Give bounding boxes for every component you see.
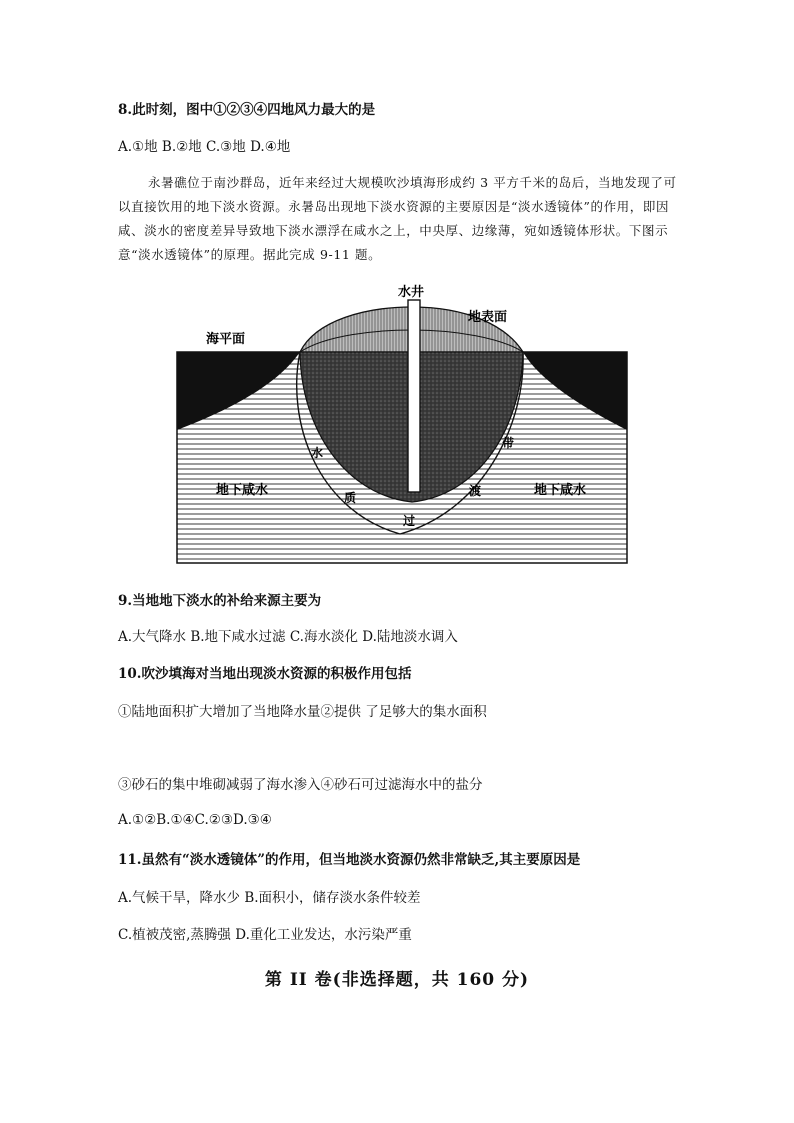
q10-item-2: ③砂石的集中堆砌减弱了海水渗入④砂石可过滤海水中的盐分	[118, 777, 483, 793]
q10-options: A.①②B.①④C.②③D.③④	[118, 812, 272, 828]
label-saltwater-left: 地下咸水	[216, 483, 269, 498]
reading-passage	[118, 171, 678, 267]
q10-stem: 10.吹沙填海对当地出现淡水资源的积极作用包括	[118, 666, 412, 682]
label-well: 水井	[398, 285, 425, 300]
q11-options-ab: A.气候干旱，降水少 B.面积小，储存淡水条件较差	[118, 890, 421, 906]
label-transition-3: 过	[403, 514, 416, 528]
q8-stem: 8.此时刻，图中①②③④四地风力最大的是	[118, 102, 376, 118]
freshwater-lens-diagram	[176, 280, 628, 565]
q9-stem: 9.当地地下淡水的补给来源主要为	[118, 593, 322, 609]
q11-options-cd: C.植被茂密,蒸腾强 D.重化工业发达，水污染严重	[118, 927, 412, 943]
label-transition-1: 水	[311, 446, 324, 460]
label-saltwater-right: 地下咸水	[534, 483, 587, 498]
label-surface: 地表面	[468, 310, 508, 325]
label-transition-4: 渡	[469, 484, 482, 498]
q10-item-1: ①陆地面积扩大增加了当地降水量②提供 了足够大的集水面积	[118, 704, 487, 720]
q9-options: A.大气降水 B.地下咸水过滤 C.海水淡化 D.陆地淡水调入	[118, 629, 458, 645]
label-sea-level: 海平面	[206, 332, 246, 347]
label-transition-5: 带	[502, 436, 515, 450]
section-title: 第 II 卷(非选择题，共 160 分)	[264, 970, 530, 990]
q8-options: A.①地 B.②地 C.③地 D.④地	[118, 139, 291, 155]
q11-stem: 11.虽然有“淡水透镜体”的作用，但当地淡水资源仍然非常缺乏,其主要原因是	[118, 852, 581, 868]
label-transition-2: 质	[344, 491, 357, 505]
water-well	[408, 300, 420, 492]
passage-text: 永暑礁位于南沙群岛，近年来经过大规模吹沙填海形成约 3 平方千米的岛后，当地发现了可以直接饮用的地下淡水资源。永暑岛出现地下淡水资源的主要原因是“淡水透镜体”的作用，即因咸、淡水的密度差异导致地下淡水漂浮在咸水之上，中央厚、边缘薄，宛如透镜体形状。下图示意“淡水透镜体”的原理。据此完成 9-11 题。	[118, 175, 677, 262]
